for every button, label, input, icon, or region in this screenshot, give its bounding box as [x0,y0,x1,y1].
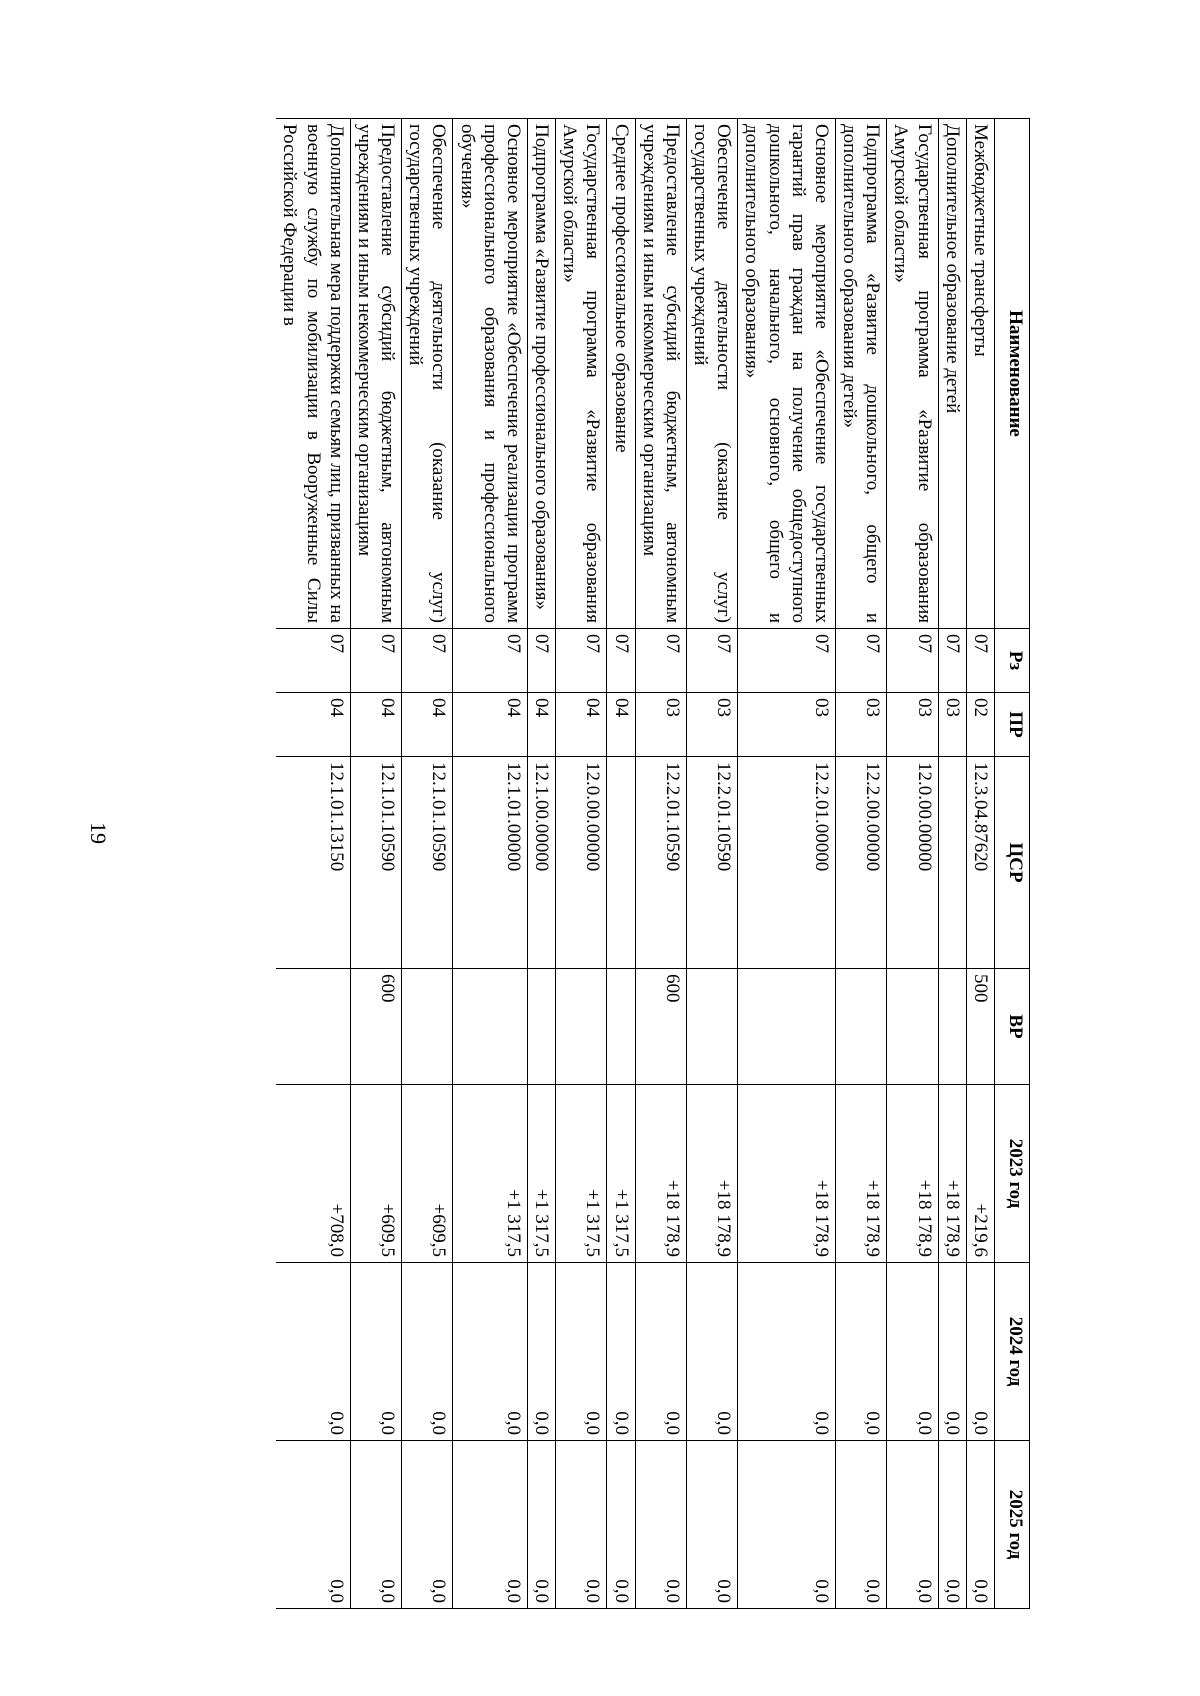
cell-2023: +1 317,5 [607,1085,635,1263]
header-2025: 2025 год [995,1441,1030,1609]
cell-vr [276,969,350,1085]
page-number: 19 [86,822,111,844]
cell-rz: 07 [887,629,938,693]
header-2024: 2024 год [995,1263,1030,1441]
cell-name: Среднее профессиональное образование [607,119,635,629]
cell-rz: 07 [966,629,994,693]
table-row [607,119,635,1609]
cell-rz: 07 [738,629,836,693]
cell-pr: 04 [607,693,635,757]
header-2023: 2023 год [995,1085,1030,1263]
cell-2023: +609,5 [402,1085,453,1263]
cell-rz: 07 [350,629,401,693]
cell-pr: 03 [686,693,737,757]
cell-2025: 0,0 [607,1441,635,1609]
cell-2024: 0,0 [402,1263,453,1441]
cell-vr [607,969,635,1085]
cell-name: Обеспечение деятельности (оказание услуг) государственных учреждений [402,119,453,629]
cell-csr [607,757,635,969]
cell-name: Основное мероприятие «Обеспечение государственных гарантий прав граждан на получение общедоступного дошкольного, начального, основного, общего и дополнительного образования» [738,119,836,629]
cell-name: Основное мероприятие «Обеспечение реализации программ профессионального образования и профессионального обучения» [453,119,528,629]
cell-2023: +18 178,9 [635,1085,686,1263]
budget-table [276,118,1030,1609]
cell-pr: 03 [887,693,938,757]
header-rz: Рз [995,629,1030,693]
cell-pr: 04 [350,693,401,757]
cell-2025: 0,0 [527,1441,555,1609]
cell-2024: 0,0 [607,1263,635,1441]
cell-2025: 0,0 [686,1441,737,1609]
cell-2024: 0,0 [938,1263,966,1441]
table-row [835,119,886,1609]
cell-2024: 0,0 [635,1263,686,1441]
cell-vr [835,969,886,1085]
cell-csr: 12.2.01.10590 [635,757,686,969]
cell-2024: 0,0 [453,1263,528,1441]
cell-rz: 07 [938,629,966,693]
cell-rz: 07 [556,629,607,693]
table-row [738,119,836,1609]
cell-vr [938,969,966,1085]
cell-vr [527,969,555,1085]
table-row [276,119,350,1609]
cell-2023: +219,6 [966,1085,994,1263]
cell-2025: 0,0 [938,1441,966,1609]
cell-2024: 0,0 [835,1263,886,1441]
table-row [527,119,555,1609]
cell-rz: 07 [835,629,886,693]
cell-csr: 12.2.01.10590 [686,757,737,969]
cell-2023: +1 317,5 [556,1085,607,1263]
cell-2023: +708,0 [276,1085,350,1263]
cell-pr: 02 [966,693,994,757]
cell-vr [453,969,528,1085]
cell-2023: +18 178,9 [738,1085,836,1263]
cell-name: Дополнительное образование детей [938,119,966,629]
table-row [686,119,737,1609]
header-csr: ЦСР [995,757,1030,969]
budget-table-rotated [170,118,1030,1608]
table-row [556,119,607,1609]
cell-2025: 0,0 [276,1441,350,1609]
cell-2023: +1 317,5 [527,1085,555,1263]
cell-vr: 600 [350,969,401,1085]
cell-name: Межбюджетные трансферты [966,119,994,629]
cell-vr: 500 [966,969,994,1085]
cell-pr: 03 [738,693,836,757]
table-row [402,119,453,1609]
cell-rz: 07 [635,629,686,693]
cell-csr: 12.1.01.00000 [453,757,528,969]
cell-csr: 12.1.01.13150 [276,757,350,969]
cell-csr: 12.1.01.10590 [350,757,401,969]
cell-vr: 600 [635,969,686,1085]
cell-2023: +18 178,9 [835,1085,886,1263]
cell-2024: 0,0 [686,1263,737,1441]
cell-csr: 12.1.01.10590 [402,757,453,969]
cell-2025: 0,0 [887,1441,938,1609]
cell-rz: 07 [607,629,635,693]
cell-csr: 12.0.00.00000 [887,757,938,969]
cell-2023: +609,5 [350,1085,401,1263]
cell-name: Предоставление субсидий бюджетным, автономным учреждениям и иным некоммерческим организациям [635,119,686,629]
cell-rz: 07 [527,629,555,693]
cell-pr: 03 [835,693,886,757]
cell-2025: 0,0 [350,1441,401,1609]
cell-name: Обеспечение деятельности (оказание услуг) государственных учреждений [686,119,737,629]
cell-vr [556,969,607,1085]
cell-2024: 0,0 [887,1263,938,1441]
cell-csr: 12.0.00.00000 [556,757,607,969]
cell-name: Государственная программа «Развитие образования Амурской области» [556,119,607,629]
cell-rz: 07 [686,629,737,693]
cell-name: Предоставление субсидий бюджетным, автономным учреждениям и иным некоммерческим организациям [350,119,401,629]
cell-csr: 12.2.00.00000 [835,757,886,969]
cell-2025: 0,0 [453,1441,528,1609]
cell-2023: +18 178,9 [938,1085,966,1263]
header-vr: ВР [995,969,1030,1085]
header-pr: ПР [995,693,1030,757]
cell-pr: 03 [635,693,686,757]
cell-pr: 03 [938,693,966,757]
cell-vr [686,969,737,1085]
cell-pr: 04 [527,693,555,757]
cell-rz: 07 [276,629,350,693]
cell-name: Дополнительная мера поддержки семьям лиц, призванных на военную службу по мобилизации в Вооруженные Силы Российской Федерации в [276,119,350,629]
cell-pr: 04 [402,693,453,757]
budget-table-container [170,118,1200,1603]
cell-csr: 12.2.01.00000 [738,757,836,969]
cell-rz: 07 [402,629,453,693]
table-row [453,119,528,1609]
cell-pr: 04 [276,693,350,757]
cell-vr [402,969,453,1085]
cell-csr [938,757,966,969]
cell-2024: 0,0 [556,1263,607,1441]
cell-name: Подпрограмма «Развитие профессионального образования» [527,119,555,629]
cell-2025: 0,0 [556,1441,607,1609]
cell-2025: 0,0 [966,1441,994,1609]
cell-csr: 12.1.00.00000 [527,757,555,969]
table-row [635,119,686,1609]
cell-2023: +1 317,5 [453,1085,528,1263]
table-body [276,119,994,1609]
cell-2025: 0,0 [635,1441,686,1609]
cell-pr: 04 [453,693,528,757]
cell-2025: 0,0 [835,1441,886,1609]
cell-rz: 07 [453,629,528,693]
cell-2024: 0,0 [738,1263,836,1441]
cell-pr: 04 [556,693,607,757]
cell-name: Подпрограмма «Развитие дошкольного, общего и дополнительного образования детей» [835,119,886,629]
cell-2024: 0,0 [276,1263,350,1441]
cell-2024: 0,0 [966,1263,994,1441]
cell-name: Государственная программа «Развитие образования Амурской области» [887,119,938,629]
table-row [887,119,938,1609]
table-row [350,119,401,1609]
cell-vr [738,969,836,1085]
table-row [966,119,994,1609]
cell-2023: +18 178,9 [887,1085,938,1263]
cell-2023: +18 178,9 [686,1085,737,1263]
cell-vr [887,969,938,1085]
table-header-row [995,119,1030,1609]
cell-2024: 0,0 [527,1263,555,1441]
cell-csr: 12.3.04.87620 [966,757,994,969]
header-name: Наименование [995,119,1030,629]
cell-2025: 0,0 [738,1441,836,1609]
cell-2025: 0,0 [402,1441,453,1609]
cell-2024: 0,0 [350,1263,401,1441]
table-row [938,119,966,1609]
